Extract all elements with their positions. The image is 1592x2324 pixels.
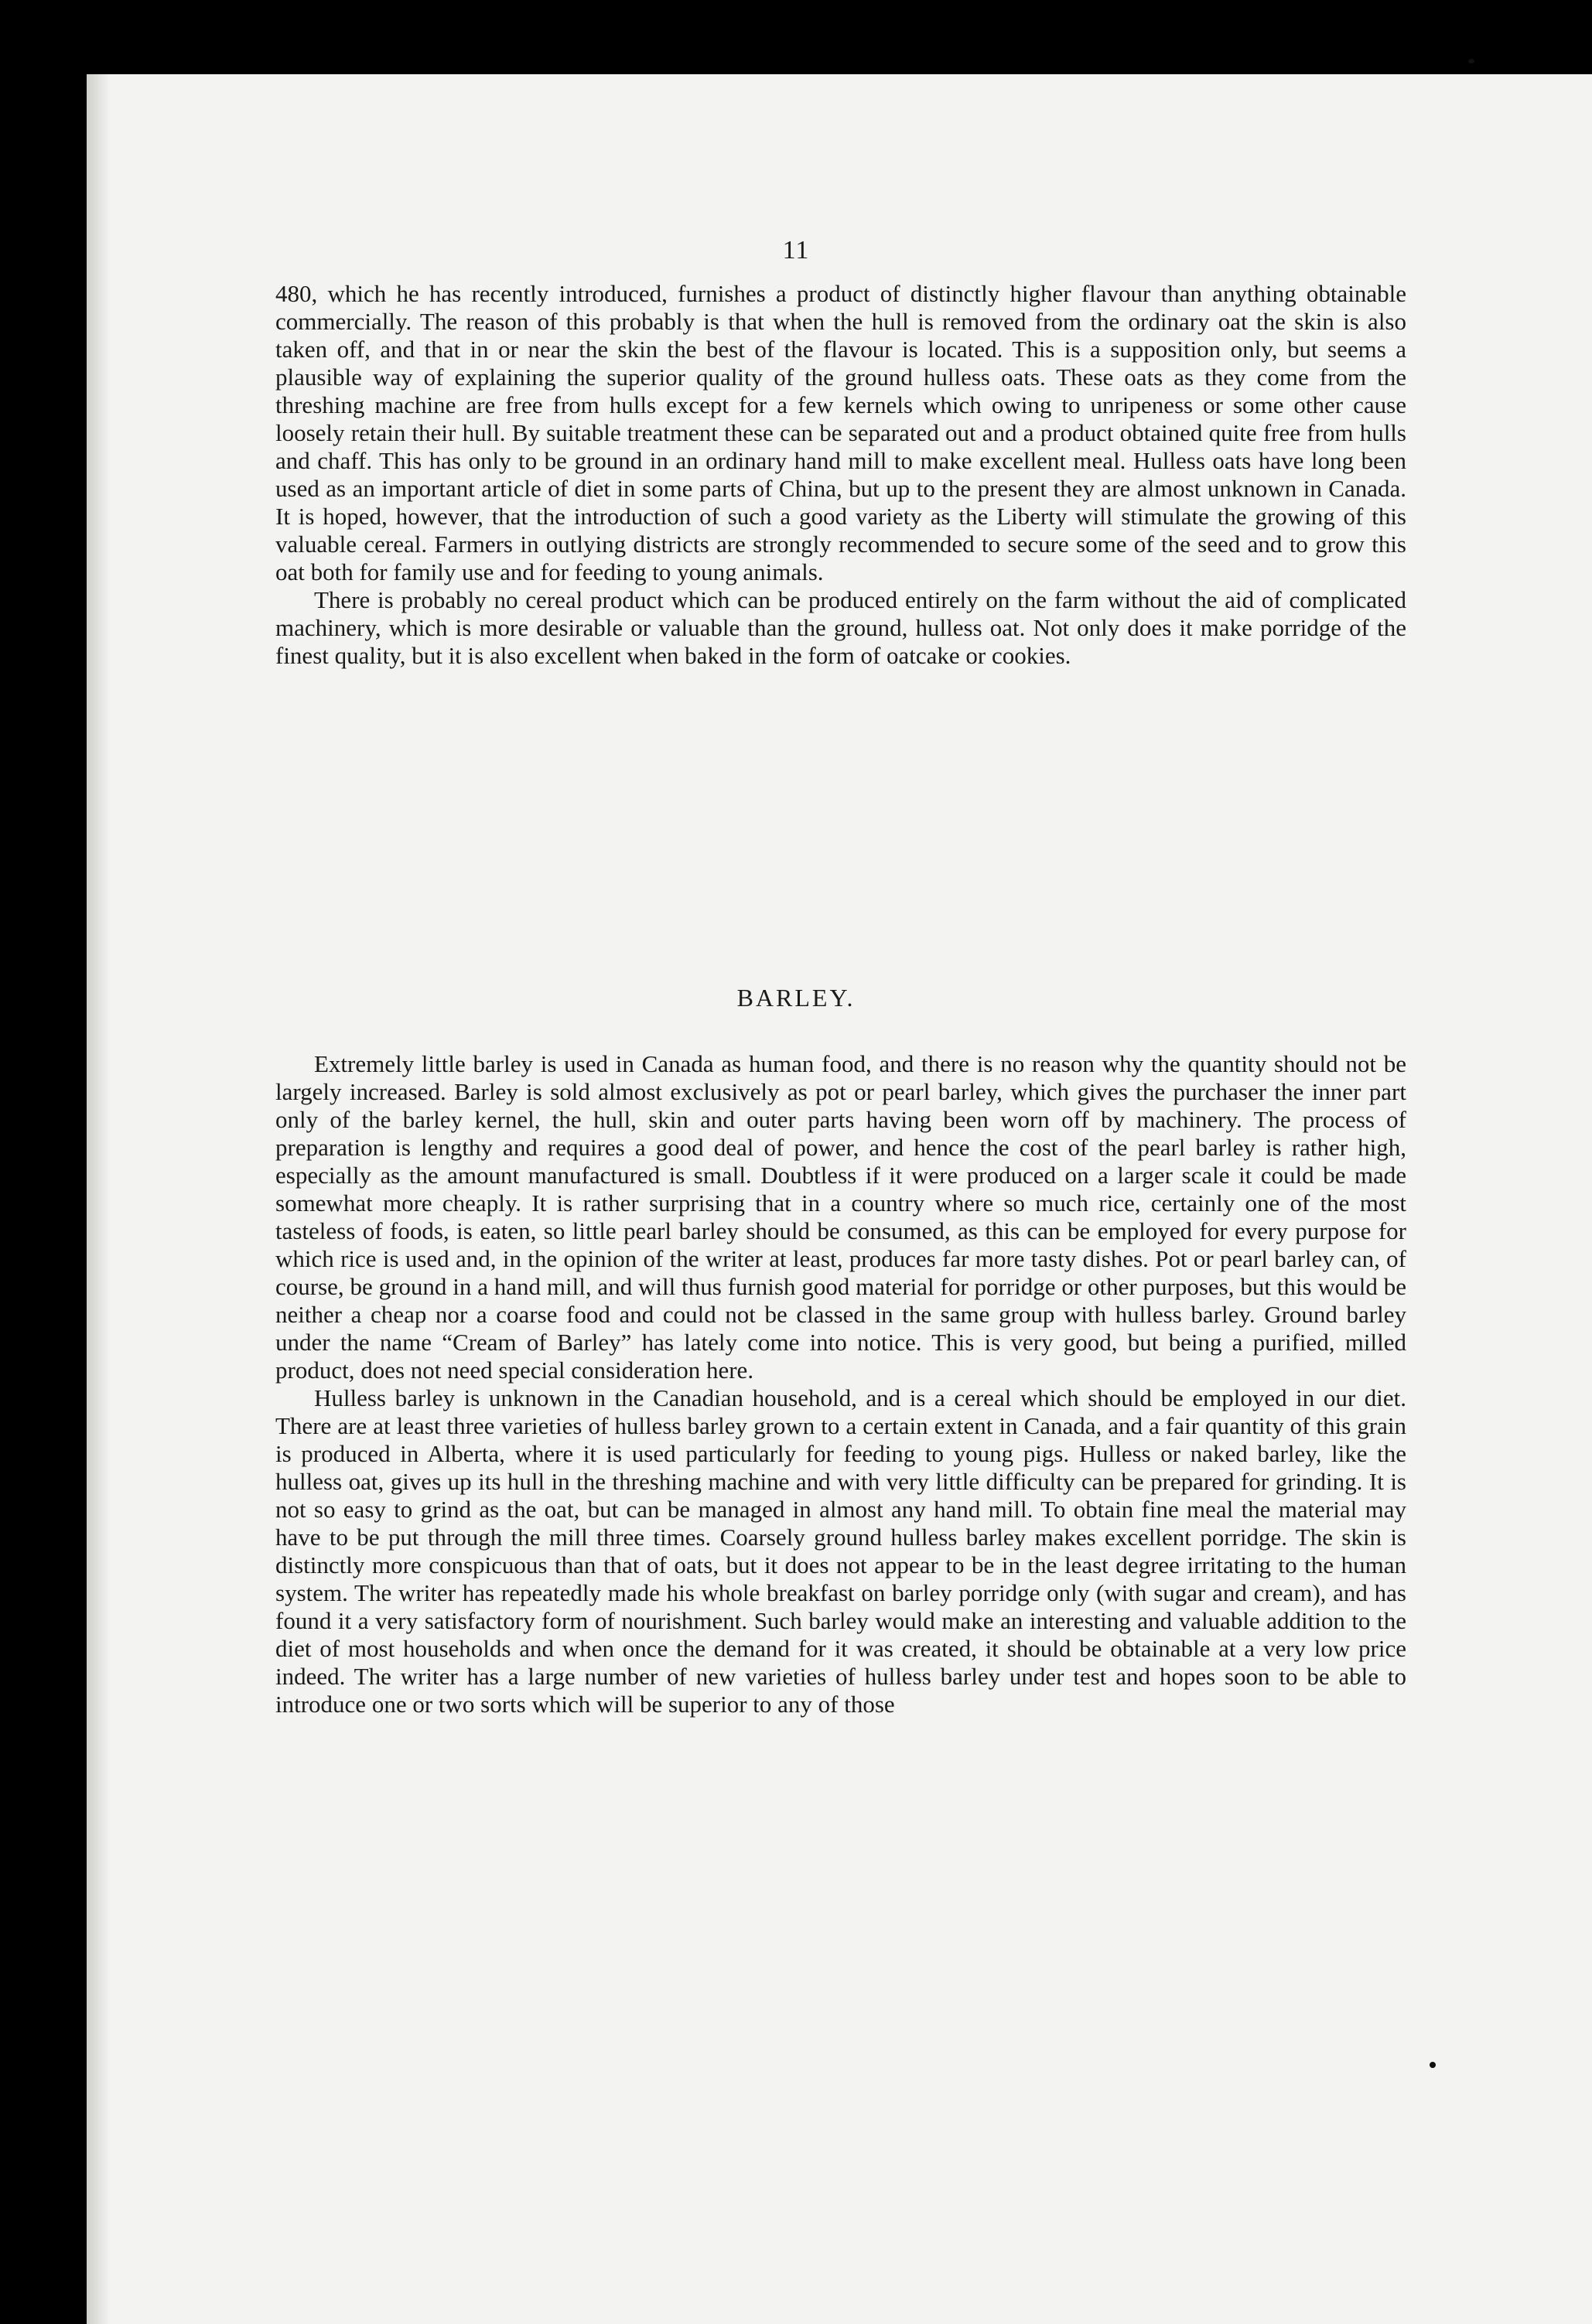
- oats-paragraph-2: There is probably no cereal product which can be produced entirely on the farm without the aid of complicated machinery, which is more desirable or valuable than the ground, hulless oat. Not only does it make porridge of the finest quality, but it is also excellent when baked in the form of oatcake or cookies.: [275, 586, 1406, 669]
- barley-text-block: [275, 1050, 1406, 1718]
- oats-paragraph-1: 480, which he has recently introduced, furnishes a product of distinctly higher flavour than anything obtainable commercially. The reason of this probably is that when the hull is removed from the ordinary oat the skin is also taken off, and that in or near the skin the best of the flavour is located. This is a supposition only, but seems a plausible way of explaining the superior quality of the ground hulless oats. These oats as they come from the threshing machine are free from hulls except for a few kernels which owing to unripeness or some other cause loosely retain their hull. By suitable treatment these can be separated out and a product obtained quite free from hulls and chaff. This has only to be ground in an ordinary hand mill to make excellent meal. Hulless oats have long been used as an important article of diet in some parts of China, but up to the present they are almost unknown in Canada. It is hoped, however, that the introduction of such a good variety as the Liberty will stimulate the growing of this valuable cereal. Farmers in outlying districts are strongly recommended to secure some of the seed and to grow this oat both for family use and for feeding to young animals.: [275, 280, 1406, 585]
- scan-speck: [1468, 59, 1474, 63]
- page-edge-shadow: [87, 74, 110, 2324]
- barley-paragraph-1: Extremely little barley is used in Canada as human food, and there is no reason why the quantity should not be largely increased. Barley is sold almost exclusively as pot or pearl barley, which gives the purchaser the inner part only of the barley kernel, the hull, skin and outer parts having been worn off by machinery. The process of preparation is lengthy and requires a good deal of power, and hence the cost of the pearl barley is rather high, especially as the amount manufactured is small. Doubtless if it were produced on a larger scale it could be made somewhat more cheaply. It is rather surprising that in a country where so much rice, certainly one of the most tasteless of foods, is eaten, so little pearl barley should be consumed, as this can be employed for every purpose for which rice is used and, in the opinion of the writer at least, produces far more tasty dishes. Pot or pearl barley can, of course, be ground in a hand mill, and will thus furnish good material for porridge or other purposes, but this would be neither a cheap nor a coarse food and could not be classed in the same group with hulless barley. Ground barley under the name “Cream of Barley” has lately come into notice. This is very good, but being a purified, milled product, does not need special consideration here.: [275, 1050, 1406, 1384]
- oats-text-block: [275, 280, 1406, 670]
- barley-heading: BARLEY.: [736, 984, 856, 1012]
- scan-speck: [1430, 2062, 1436, 2068]
- page-number: 11: [782, 236, 810, 264]
- barley-paragraph-2: Hulless barley is unknown in the Canadian household, and is a cereal which should be employed in our diet. There are at least three varieties of hulless barley grown to a certain extent in Canada, and a fair quantity of this grain is produced in Alberta, where it is used particularly for feeding to young pigs. Hulless or naked barley, like the hulless oat, gives up its hull in the threshing machine and with very little difficulty can be prepared for grinding. It is not so easy to grind as the oat, but can be managed in almost any hand mill. To obtain fine meal the material may have to be put through the mill three times. Coarsely ground hulless barley makes excellent porridge. The skin is distinctly more conspicuous than that of oats, but it does not appear to be in the least degree irritating to the human system. The writer has repeatedly made his whole breakfast on barley porridge only (with sugar and cream), and has found it a very satisfactory form of nourishment. Such barley would make an interesting and valuable addition to the diet of most households and when once the demand for it was created, it should be obtainable at a very low price indeed. The writer has a large number of new varieties of hulless barley under test and hopes soon to be able to introduce one or two sorts which will be superior to any of those: [275, 1384, 1406, 1718]
